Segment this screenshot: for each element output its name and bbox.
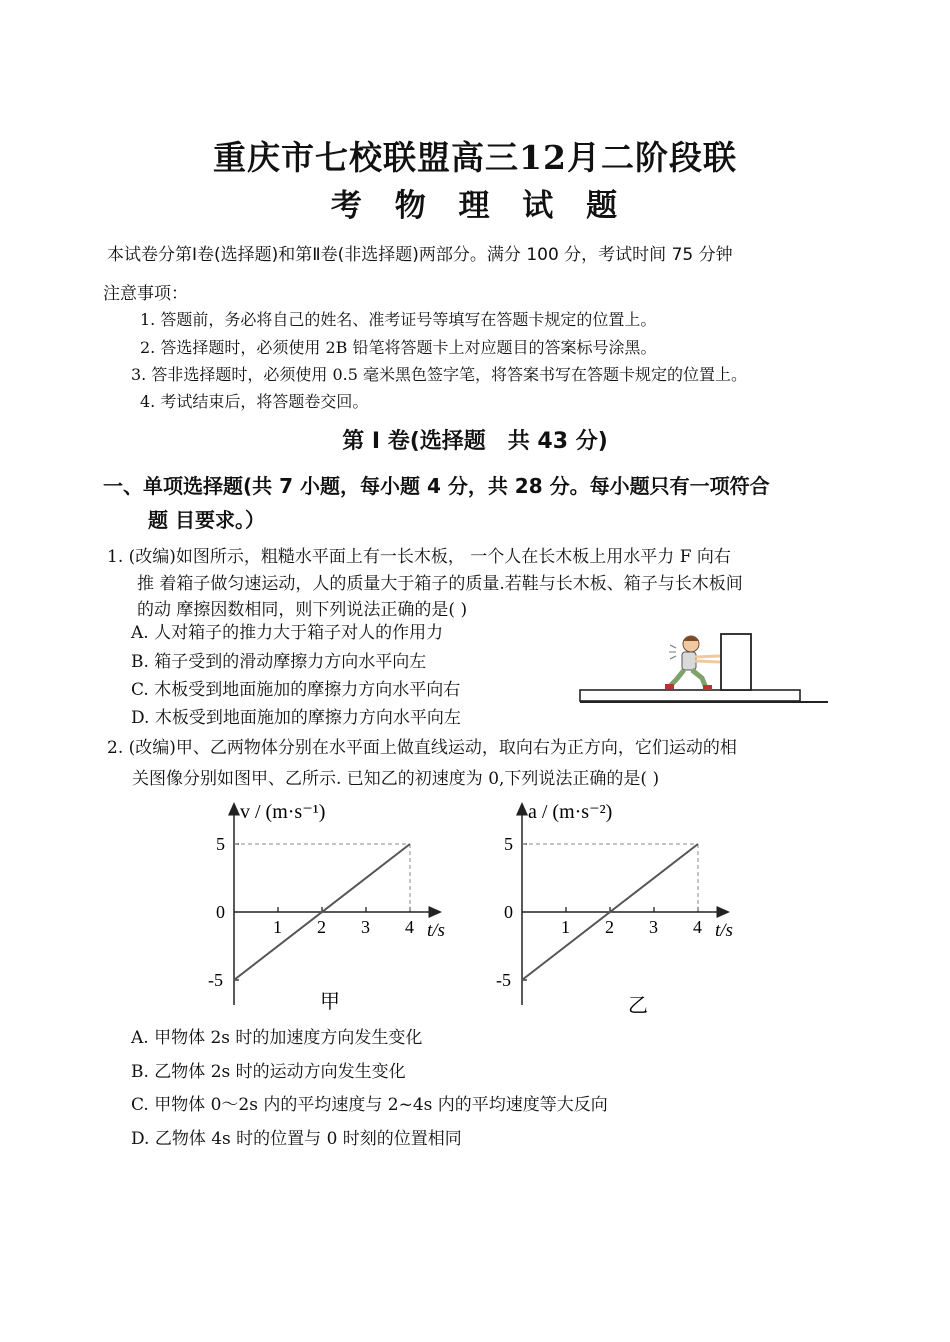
question-2-option-a: A. 甲物体 2s 时的加速度方向发生变化: [131, 1028, 423, 1048]
chart-yi: [478, 790, 748, 1015]
y-tick-label: 0: [504, 902, 513, 922]
x-tick-label: 2: [605, 917, 614, 937]
question-2-option-d: D. 乙物体 4s 时的位置与 0 时刻的位置相同: [131, 1129, 462, 1149]
x-tick-label: 3: [361, 917, 370, 937]
x-tick-label: 4: [693, 917, 702, 937]
x-tick-label: 1: [561, 917, 570, 937]
question-1-option-b: B. 箱子受到的滑动摩擦力方向水平向左: [131, 652, 427, 672]
chart-title: 甲: [320, 989, 340, 1013]
y-tick-label: -5: [208, 970, 223, 990]
part-heading: 一、单项选择题(共 7 小题，每小题 4 分，共 28 分。每小题只有一项符合: [103, 474, 770, 498]
part-heading-cont: 题 目要求。）: [148, 508, 265, 532]
x-tick-label: 1: [273, 917, 282, 937]
y-axis-label: v / (m·s⁻¹): [240, 801, 326, 823]
question-1-option-a: A. 人对箱子的推力大于箱子对人的作用力: [131, 623, 444, 643]
question-2-option-c: C. 甲物体 0～2s 内的平均速度与 2~4s 内的平均速度等大反向: [131, 1095, 608, 1115]
question-2-option-b: B. 乙物体 2s 时的运动方向发生变化: [131, 1062, 406, 1082]
x-axis-label: t/s: [715, 920, 733, 941]
notice-item: 4. 考试结束后，将答题卷交回。: [140, 392, 369, 411]
question-1-option-d: D. 木板受到地面施加的摩擦力方向水平向左: [131, 708, 461, 728]
exam-title-line1: 重庆市七校联盟高三12月二阶段联: [213, 138, 737, 177]
long-board: [580, 690, 800, 701]
y-tick-label: 5: [504, 834, 513, 854]
person-pushing-icon: [665, 636, 720, 690]
exam-intro: 本试卷分第Ⅰ卷(选择题)和第Ⅱ卷(非选择题)两部分。满分 100 分，考试时间 75 分钟: [107, 245, 733, 265]
question-1-option-c: C. 木板受到地面施加的摩擦力方向水平向右: [131, 680, 461, 700]
question-1-figure: [576, 630, 836, 706]
x-tick-label: 3: [649, 917, 658, 937]
y-tick-label: 5: [216, 834, 225, 854]
x-tick-label: 4: [405, 917, 414, 937]
notice-item: 2. 答选择题时，必须使用 2B 铅笔将答题卡上对应题目的答案标号涂黑。: [140, 338, 657, 357]
question-2-line1: 2. (改编)甲、乙两物体分别在水平面上做直线运动，取向右为正方向，它们运动的相: [107, 738, 737, 758]
notice-item: 3. 答非选择题时，必须使用 0.5 毫米黑色签字笔，将答案书写在答题卡规定的位置上。: [131, 365, 747, 384]
question-1-line1: 1. (改编)如图所示，粗糙水平面上有一长木板， 一个人在长木板上用水平力 F 向右: [107, 547, 731, 567]
y-axis-label: a / (m·s⁻²): [528, 801, 613, 823]
chart-jia: [190, 790, 460, 1015]
x-tick-label: 2: [317, 917, 326, 937]
section-title: 第 I 卷(选择题 共 43 分): [342, 429, 608, 454]
exam-title-line2: 考 物 理 试 题: [330, 188, 620, 224]
box: [721, 634, 751, 690]
question-1-line2: 推 着箱子做匀速运动，人的质量大于箱子的质量.若鞋与长木板、箱子与长木板间: [137, 574, 743, 594]
question-2-line2: 关图像分别如图甲、乙所示. 已知乙的初速度为 0,下列说法正确的是( ): [132, 769, 660, 789]
question-1-line3: 的动 摩擦因数相同，则下列说法正确的是( ): [137, 600, 468, 620]
x-axis-label: t/s: [427, 920, 445, 941]
y-tick-label: 0: [216, 902, 225, 922]
chart-title: 乙: [628, 993, 648, 1015]
notice-heading: 注意事项：: [103, 284, 188, 304]
notice-item: 1. 答题前，务必将自己的姓名、准考证号等填写在答题卡规定的位置上。: [140, 310, 657, 329]
y-tick-label: -5: [496, 970, 511, 990]
